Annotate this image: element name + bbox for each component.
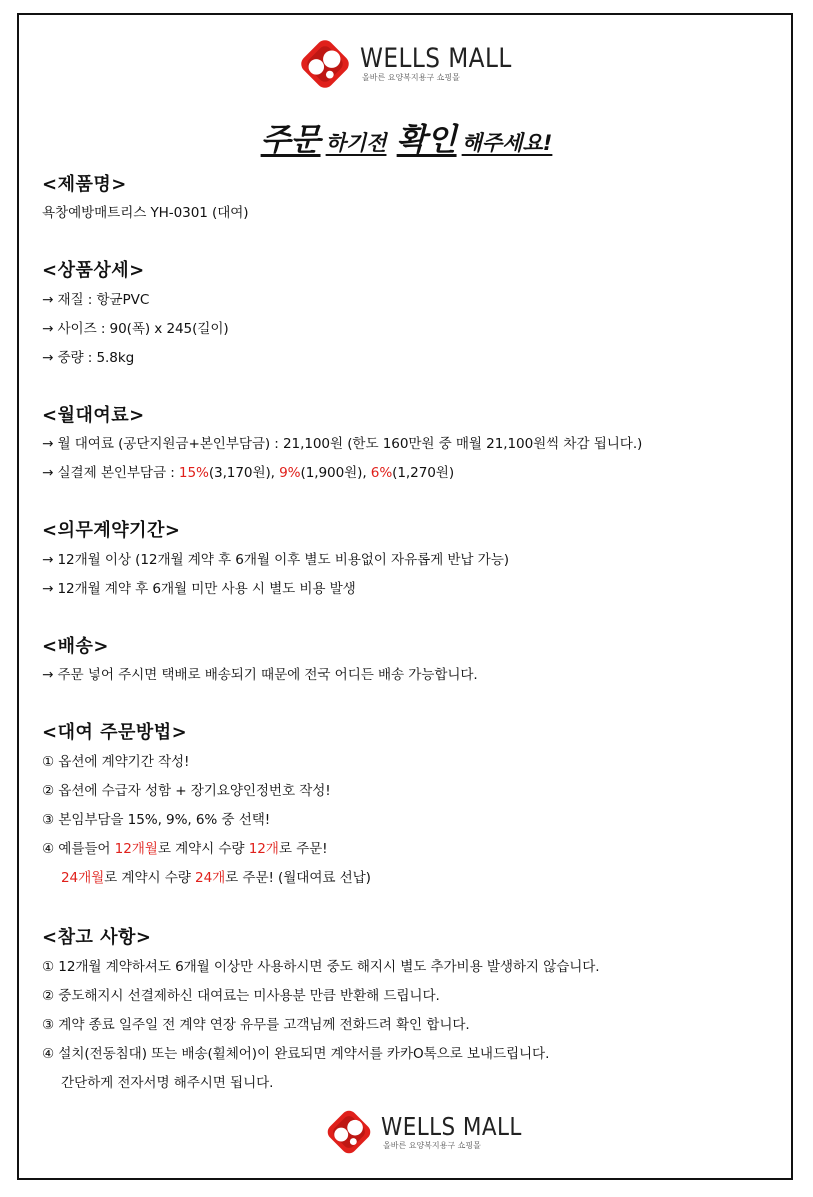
- shipping-text: → 주문 넣어 주시면 택배로 배송되기 때문에 전국 어디든 배송 가능합니다.: [42, 667, 478, 683]
- contract-line-1: → 12개월 이상 (12개월 계약 후 6개월 이후 별도 비용없이 자유롭게 반납 가능): [42, 552, 509, 568]
- order-step-4b-quantity: 24개: [195, 870, 226, 886]
- detail-weight: → 중량 : 5.8kg: [42, 350, 135, 366]
- order-step-4-text: 로 주문!: [278, 841, 328, 857]
- order-step-4-period: 12개월: [114, 841, 158, 857]
- section-title-monthly-fee: <월대여료>: [42, 405, 145, 426]
- logo-name: WELLS MALL: [360, 43, 512, 74]
- note-4-continued: 간단하게 전자서명 해주시면 됩니다.: [61, 1075, 274, 1091]
- order-step-4-example-2: [61, 866, 371, 886]
- brand-logo-footer: [323, 1106, 545, 1158]
- section-title-order-method: <대여 주문방법>: [42, 722, 188, 743]
- section-title-details: <상품상세>: [42, 260, 145, 281]
- order-step-1: ① 옵션에 계약기간 작성!: [42, 754, 190, 770]
- headline-word-please: 해주세요!: [461, 131, 553, 155]
- order-step-4b-text: 로 주문! (월대여료 선납): [225, 870, 371, 886]
- page-headline: [0, 114, 813, 159]
- section-title-shipping: <배송>: [42, 636, 109, 657]
- order-step-4-text: 로 계약시 수량: [157, 841, 249, 857]
- order-step-4b-text: 로 계약시 수량: [104, 870, 196, 886]
- section-title-product: <제품명>: [42, 174, 127, 195]
- copay-prefix: → 실결제 본인부담금 :: [42, 465, 179, 481]
- logo-tagline: 올바른 요양복지용구 쇼핑몰: [362, 73, 460, 82]
- copay-amount-9: (1,900원),: [300, 465, 371, 481]
- detail-material: → 재질 : 항균PVC: [42, 292, 150, 308]
- monthly-fee-line: → 월 대여료 (공단지원금+본인부담금) : 21,100원 (한도 160만원 중 매월 21,100원씩 차감 됩니다.): [42, 436, 643, 452]
- note-1: ① 12개월 계약하셔도 6개월 이상만 사용하시면 중도 해지시 별도 추가비용 발생하지 않습니다.: [42, 959, 600, 975]
- detail-size: → 사이즈 : 90(폭) x 245(길이): [42, 321, 229, 337]
- copay-amount-6: (1,270원): [392, 465, 455, 481]
- order-step-2: ② 옵션에 수급자 성함 + 장기요양인정번호 작성!: [42, 783, 331, 799]
- section-title-notes: <참고 사항>: [42, 927, 152, 948]
- headline-word-check: 확인: [396, 122, 457, 158]
- copay-rate-15: 15%: [178, 465, 209, 481]
- logo-name: WELLS MALL: [381, 1112, 522, 1141]
- product-name-text: 욕창예방매트리스 YH-0301 (대여): [42, 205, 249, 221]
- logo-mark-icon: [323, 1106, 375, 1158]
- order-step-4b-period: 24개월: [61, 870, 105, 886]
- contract-line-2: → 12개월 계약 후 6개월 미만 사용 시 별도 비용 발생: [42, 581, 356, 597]
- headline-word-order: 주문: [260, 122, 321, 158]
- logo-tagline: 올바른 요양복지용구 쇼핑몰: [383, 1141, 481, 1150]
- brand-logo: [296, 35, 536, 93]
- copay-line: [42, 461, 454, 481]
- order-step-4: [42, 837, 328, 857]
- copay-amount-15: (3,170원),: [208, 465, 280, 481]
- order-step-4-text: ④ 예를들어: [42, 841, 115, 857]
- note-3: ③ 계약 종료 일주일 전 계약 연장 유무를 고객님께 전화드려 확인 합니다.: [42, 1017, 470, 1033]
- order-step-3: ③ 본임부담을 15%, 9%, 6% 중 선택!: [42, 812, 271, 828]
- note-2: ② 중도해지시 선결제하신 대여료는 미사용분 만큼 반환해 드립니다.: [42, 988, 440, 1004]
- copay-rate-6: 6%: [370, 465, 393, 481]
- note-4: ④ 설치(전동침대) 또는 배송(휠체어)이 완료되면 계약서를 카카O톡으로 보내드립니다.: [42, 1046, 550, 1062]
- headline-word-before: 하기전: [325, 131, 387, 155]
- logo-mark-icon: [296, 35, 354, 93]
- section-title-contract: <의무계약기간>: [42, 520, 181, 541]
- copay-rate-9: 9%: [279, 465, 301, 481]
- order-step-4-quantity: 12개: [248, 841, 279, 857]
